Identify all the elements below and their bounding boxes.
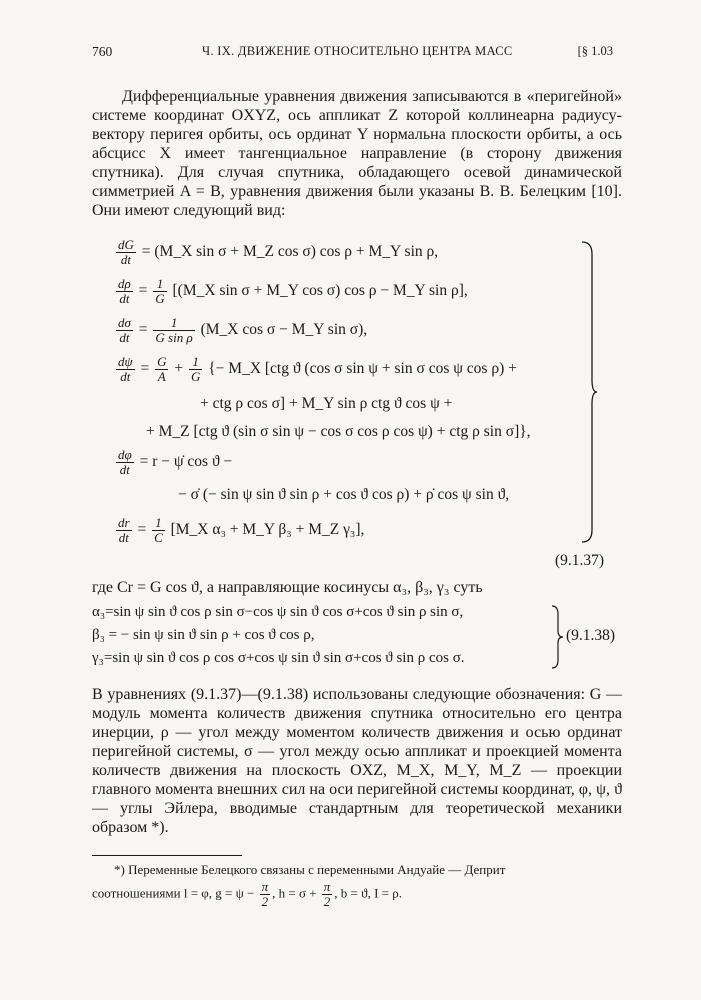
dpsi-a-num: G	[157, 354, 167, 369]
intro-text: Дифференциальные уравнения движения записываются в «перигейной» системе координат OXYZ, ось аппликат Z которой коллинеарна радиусу-вектору перигея орбиты, ось ординат Y нормальна плоскости орбиты, а ось абсцисс X имеет тангенциальное направление (в сторону движения спутника). Для случая спутника, обладающего осевой динамической симметрией A = B, уравнения движения были указаны В. В. Белецким [10]. Они имеют следующий вид:	[92, 88, 622, 219]
intro-paragraph	[92, 87, 622, 220]
equation-number-9-1-38: (9.1.38)	[566, 627, 616, 644]
footnote-prefix: соотношениями l = φ, g = ψ −	[92, 885, 255, 901]
equation-dsigma: $\frac{d\sigma}{dt}$ = $\frac{1}{\text{G sin ρ}}$ (M_X cos σ − M_Y sin σ),	[118, 315, 368, 345]
dr-num: dr	[118, 515, 130, 530]
dr-rhs: [M_X α₃ + M_Y β₃ + M_Z γ₃],	[170, 521, 365, 539]
footnote-line1-text: *) Переменные Белецкого связаны с переменными Андуайе — Деприт	[114, 862, 506, 877]
footnote-line-1	[92, 862, 505, 878]
dG-den: dt	[116, 252, 136, 267]
running-header	[92, 44, 613, 64]
dphi-num: dφ	[118, 447, 132, 462]
notation-paragraph	[92, 685, 622, 837]
footnote-line-2	[92, 880, 402, 909]
dpsi-den: dt	[116, 369, 135, 384]
equation-beta3: β₃ = − sin ψ sin ϑ sin ρ + cos ϑ cos ρ,	[92, 627, 315, 643]
drho-rhs: [(M_X sin σ + M_Y cos σ) cos ρ − M_Y sin ρ],	[172, 282, 468, 300]
footnote-rule	[92, 855, 242, 856]
equation-alpha3: α₃=sin ψ sin ϑ cos ρ sin σ−cos ψ sin ϑ cos σ+cos ϑ sin ρ sin σ,	[92, 604, 464, 620]
dpsi-num: dψ	[118, 354, 133, 369]
equation-dpsi-line3: + M_Z [ctg ϑ (sin σ sin ψ − cos σ cos ρ cos ψ) + ctg ρ sin σ]},	[146, 423, 531, 440]
equation-dphi-line2: − σ̇ (− sin ψ sin ϑ sin ρ + cos ϑ cos ρ) + ρ̇ cos ψ sin ϑ,	[178, 486, 510, 503]
footnote-two-2: 2	[322, 894, 333, 909]
drho-num: dρ	[118, 276, 131, 291]
dpsi-b-num: 1	[192, 354, 199, 369]
brace-system-2	[550, 604, 564, 670]
equation-gamma3: γ₃=sin ψ sin ϑ cos ρ cos σ+cos ψ sin ϑ sin σ+cos ϑ sin ρ cos σ.	[92, 650, 465, 666]
footnote-pi-1: π	[261, 879, 269, 894]
equation-drho: $\frac{d\rho}{dt}$ = $\frac{1}{G}$ [(M_X sin σ + M_Y cos σ) cos ρ − M_Y sin ρ],	[118, 276, 468, 306]
equation-dr: $\frac{dr}{dt}$ = $\frac{1}{C}$ [M_X α₃ + M_Y β₃ + M_Z γ₃],	[118, 515, 365, 545]
equation-dG	[114, 238, 438, 267]
equation-dpsi: $\frac{d\psi}{dt}$ = $\frac{G}{A}$ + $\frac{1}{G}$ {− M_X [ctg ϑ (cos σ sin ψ + sin σ cos ψ cos ρ) +	[118, 354, 517, 384]
footnote-mid: , h = σ +	[272, 885, 317, 901]
equation-number-9-1-37: (9.1.37)	[555, 552, 605, 569]
notation-text: В уравнениях (9.1.37)—(9.1.38) использованы следующие обозначения: G — модуль момента количеств движения спутника относительно его центра инерции, ρ — угол между моментом количеств движения и осью ординат перигейной системы, σ — угол между осью аппликат и проекцией момента количеств движения на плоскость OXZ, M_X, M_Y, M_Z — проекции главного момента внешних сил на оси перигейной системы координат, φ, ψ, ϑ — углы Эйлера, вводимые стандартным для теоретической механики образом *).	[92, 686, 622, 836]
drho-coef-num: 1	[156, 276, 164, 291]
dpsi-a-den: A	[155, 369, 168, 384]
drho-coef-den: G	[155, 291, 165, 306]
dG-num: dG	[118, 237, 134, 252]
brace-system-1	[580, 240, 598, 544]
dsigma-rhs: (M_X cos σ − M_Y sin σ),	[200, 321, 368, 339]
dG-rhs: = (M_X sin σ + M_Z cos σ) cos ρ + M_Y sin ρ,	[141, 243, 439, 261]
running-title: Ч. IX. ДВИЖЕНИЕ ОТНОСИТЕЛЬНО ЦЕНТРА МАСС	[202, 44, 513, 58]
dphi-line1: = r − ψ̇ cos ϑ −	[139, 453, 233, 471]
dpsi-line1: {− M_X [ctg ϑ (cos σ sin ψ + sin σ cos ψ cos ρ) +	[208, 360, 517, 378]
dphi-den: dt	[116, 462, 134, 477]
dpsi-b-den: G	[190, 369, 201, 384]
dsigma-coef-den: G sin ρ	[155, 330, 193, 345]
dsigma-num: dσ	[118, 315, 131, 330]
drho-den: dt	[116, 291, 133, 306]
footnote-pi-2: π	[323, 879, 331, 894]
equation-dpsi-line2: + ctg ρ cos σ] + M_Y sin ρ ctg ϑ cos ψ +	[200, 395, 453, 412]
dr-coef-num: 1	[155, 515, 162, 530]
page-number: 760	[92, 44, 113, 59]
footnote-suffix: , b = ϑ, I = ρ.	[334, 885, 402, 901]
equation-dphi	[114, 448, 232, 477]
footnote-two-1: 2	[260, 894, 271, 909]
dr-den: dt	[116, 530, 132, 545]
dsigma-coef-num: 1	[170, 315, 178, 330]
dsigma-den: dt	[116, 330, 133, 345]
section-ref: [§ 1.03	[577, 44, 613, 58]
where-line: где Cr = G cos ϑ, а направляющие косинусы α₃, β₃, γ₃ суть	[92, 579, 483, 596]
dr-coef-den: C	[154, 530, 163, 545]
